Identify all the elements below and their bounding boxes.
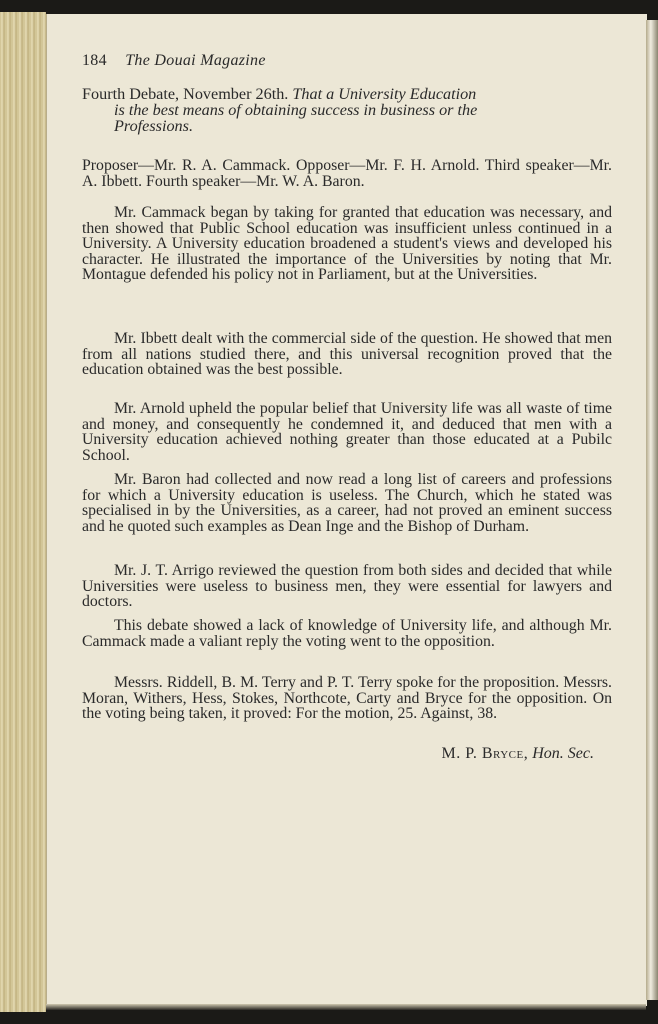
debate-title: [82, 86, 612, 134]
voting-paragraph: Messrs. Riddell, B. M. Terry and P. T. Terry spoke for the proposition. Messrs. Moran, Withers, Hess, Stokes, Northcote, Carty and Bryce for the opposition. On the voting being taken, it proved: For the motion, 25. Against, 38.: [82, 674, 612, 723]
signature: [82, 745, 594, 763]
ibbett-paragraph: Mr. Ibbett dealt with the commercial side of the question. He showed that men from all nations studied there, and this universal recognition proved that the education obtained was the best possible.: [82, 330, 612, 379]
signature-name: M. P. Bryce,: [441, 745, 529, 762]
arrigo-paragraph: Mr. J. T. Arrigo reviewed the question from both sides and decided that while Universities were useless to business men, they were essential for lawyers and doctors.: [82, 562, 612, 611]
arnold-paragraph: Mr. Arnold upheld the popular belief that University life was all waste of time and money, and consequently he condemned it, and deduced that men with a University education achieved nothing greater than those educated at a Pubilc School.: [82, 400, 612, 464]
debate-motion-line-1: That a University Education: [292, 85, 477, 103]
debate-motion-line-3: Professions.: [114, 117, 193, 135]
signature-role: Hon. Sec.: [532, 745, 594, 762]
baron-paragraph: Mr. Baron had collected and now read a long list of careers and professions for which a University education is useless. The Church, which he stated was specialised in by the Universities, as a career, had not proved an eminent success and he quoted such examples as Dean Inge and the Bishop of Durham.: [82, 471, 612, 535]
running-header: [82, 52, 266, 70]
speakers-paragraph: Proposer—Mr. R. A. Cammack. Opposer—Mr. F. H. Arnold. Third speaker—Mr. A. Ibbett. Fourth speaker—Mr. W. A. Baron.: [82, 157, 612, 190]
page-number: 184: [82, 52, 107, 69]
facing-page-edge: [646, 20, 658, 1000]
cammack-paragraph: Mr. Cammack began by taking for granted that education was necessary, and then showed that Public School education was insufficient unless continued in a University. A University education broadened a student's views and developed his character. He illustrated the importance of the Universities by noting that Mr. Montague defended his policy not in Parliament, but at the Universities.: [82, 204, 612, 284]
debate-heading: Fourth Debate, November 26th.: [82, 85, 289, 103]
book-spine-edge: [0, 12, 46, 1012]
debate-motion-line-2: is the best means of obtaining success in business or the: [114, 101, 478, 119]
summary-paragraph: This debate showed a lack of knowledge of University life, and although Mr. Cammack made a valiant reply the voting went to the opposition.: [82, 617, 612, 650]
journal-title: The Douai Magazine: [125, 52, 266, 69]
page-bottom-shadow: [46, 1004, 646, 1010]
